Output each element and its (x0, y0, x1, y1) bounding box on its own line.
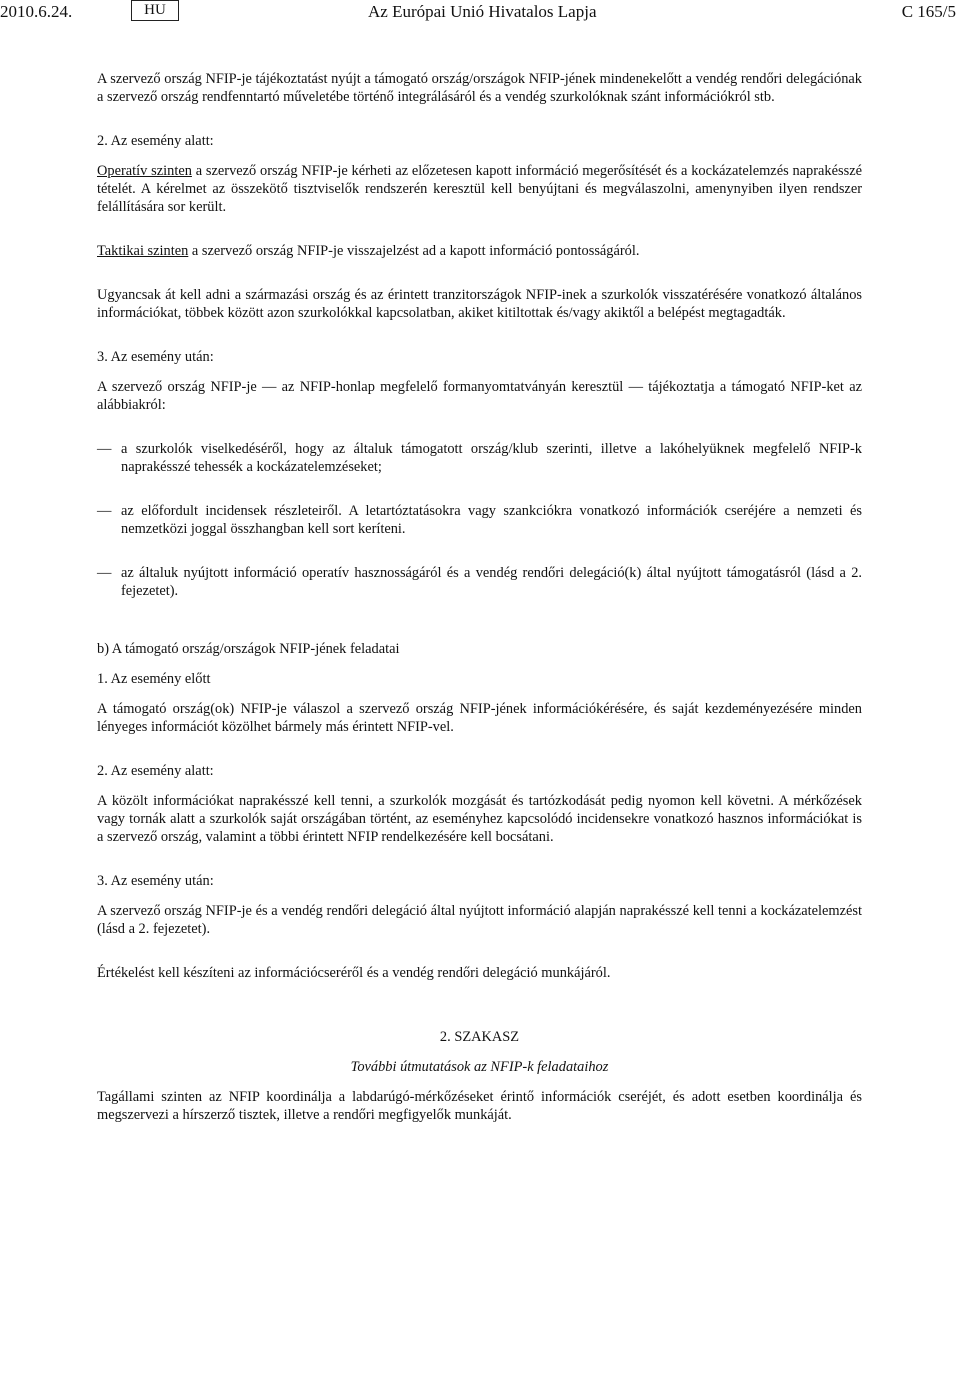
journal-title: Az Európai Unió Hivatalos Lapja (368, 2, 597, 21)
section-title: 2. SZAKASZ (439, 1029, 520, 1045)
paragraph-member-state: Tagállami szinten az NFIP koordinálja a labdarúgó-mérkőzéseket érintő információk cseréjét, és adott esetben koordinálja és megszervezi a hírszerző tisztek, illetve a rendőri megfigyelők munkáját. (97, 1089, 862, 1123)
paragraph-return: Ugyancsak át kell adni a származási ország és az érintett tranzitországok NFIP-inek a szurkolók visszatérésére vonatkozó általános információkat, többek között azon szurkolókkal kapcsolatban, akiket kitiltottak és/vagy akiktől a belépést megtagadták. (97, 287, 862, 321)
operative-level-text: a szervező ország NFIP-je kérheti az előzetesen kapott információ megerősítését és a kockázatelemzés naprakésszé tételét. A kérelmet az összekötő tisztviselők rendszerén keresztül kell benyújtani és megválaszolni, amenynyiben ilyen rendszer felállítására sor került. (97, 163, 862, 215)
paragraph-tactical (97, 242, 862, 260)
list-item-text: az általuk nyújtott információ operatív hasznosságáról és a vendég rendőri delegáció(k) által nyújtott támogatásról (lásd a 2. fejezetet). (121, 565, 862, 599)
dash-mark: — (97, 565, 112, 581)
paragraph-after: A szervező ország NFIP-je — az NFIP-honlap megfelelő formanyomtatványán keresztül — tájékoztatja a támogató NFIP-ket az alábbiakról: (97, 379, 862, 413)
heading-before: 1. Az esemény előtt (97, 671, 211, 687)
paragraph-operative (97, 162, 862, 216)
heading-after: 3. Az esemény után: (97, 349, 214, 365)
heading-during-support: 2. Az esemény alatt: (97, 763, 214, 779)
list-item (97, 502, 862, 538)
list-item-text: a szurkolók viselkedéséről, hogy az általuk támogatott ország/klub szerinti, illetve a lakóhelyüknek megfelelő NFIP-k naprakésszé tehessék a kockázatelemzéseket; (121, 441, 862, 475)
paragraph-intro: A szervező ország NFIP-je tájékoztatást nyújt a támogató ország/országok NFIP-jének mindenekelőtt a vendég rendőri delegációnak a szervező ország rendfenntartó műveletébe történő integrálásáról és a vendég szurkolóknak szánt információkról stb. (97, 71, 862, 105)
paragraph-after-support: A szervező ország NFIP-je és a vendég rendőri delegáció által nyújtott információ alapján naprakésszé kell tenni a kockázatelemzést (lásd a 2. fejezetet). (97, 903, 862, 937)
tactical-level-label: Taktikai szinten (97, 243, 189, 259)
paragraph-evaluation: Értékelést kell készíteni az információcseréről és a vendég rendőri delegáció munkájáról. (97, 965, 611, 981)
language-badge: HU (131, 0, 179, 21)
list-item-text: az előfordult incidensek részleteiről. A letartóztatásokra vagy szankciókra vonatkozó információk cseréjére a nemzeti és nemzetközi joggal összhangban kell sort keríteni. (121, 503, 862, 537)
list-item (97, 564, 862, 600)
tactical-level-text: a szervező ország NFIP-je visszajelzést ad a kapott információ pontosságáról. (188, 243, 640, 259)
publication-date: 2010.6.24. (0, 2, 73, 21)
heading-supporting-tasks: b) A támogató ország/országok NFIP-jének feladatai (97, 641, 400, 657)
dash-mark: — (97, 441, 112, 457)
page-number: C 165/5 (901, 2, 956, 21)
section-subtitle: További útmutatások az NFIP-k feladataihoz (350, 1059, 609, 1075)
heading-after-support: 3. Az esemény után: (97, 873, 214, 889)
list-item (97, 440, 862, 476)
paragraph-before: A támogató ország(ok) NFIP-je válaszol a szervező ország NFIP-jének információkérésére, és saját kezdeményezésére minden lényeges információt közölhet bármely más érintett NFIP-vel. (97, 701, 862, 735)
dash-mark: — (97, 503, 112, 519)
document-body (97, 70, 862, 1124)
paragraph-during-support: A közölt információkat naprakésszé kell tenni, a szurkolók mozgását és tartózkodását pedig nyomon kell követni. A mérkőzések vagy tornák alatt a szurkolók saját országában történt, az eseményhez kapcsolódó incidensekre vonatkozó hasznos információkat is a szervező ország, valamint a többi érintett NFIP rendelkezésére kell bocsátani. (97, 793, 862, 845)
operative-level-label: Operatív szinten (97, 163, 192, 179)
page-header (0, 0, 960, 24)
heading-during: 2. Az esemény alatt: (97, 133, 214, 149)
